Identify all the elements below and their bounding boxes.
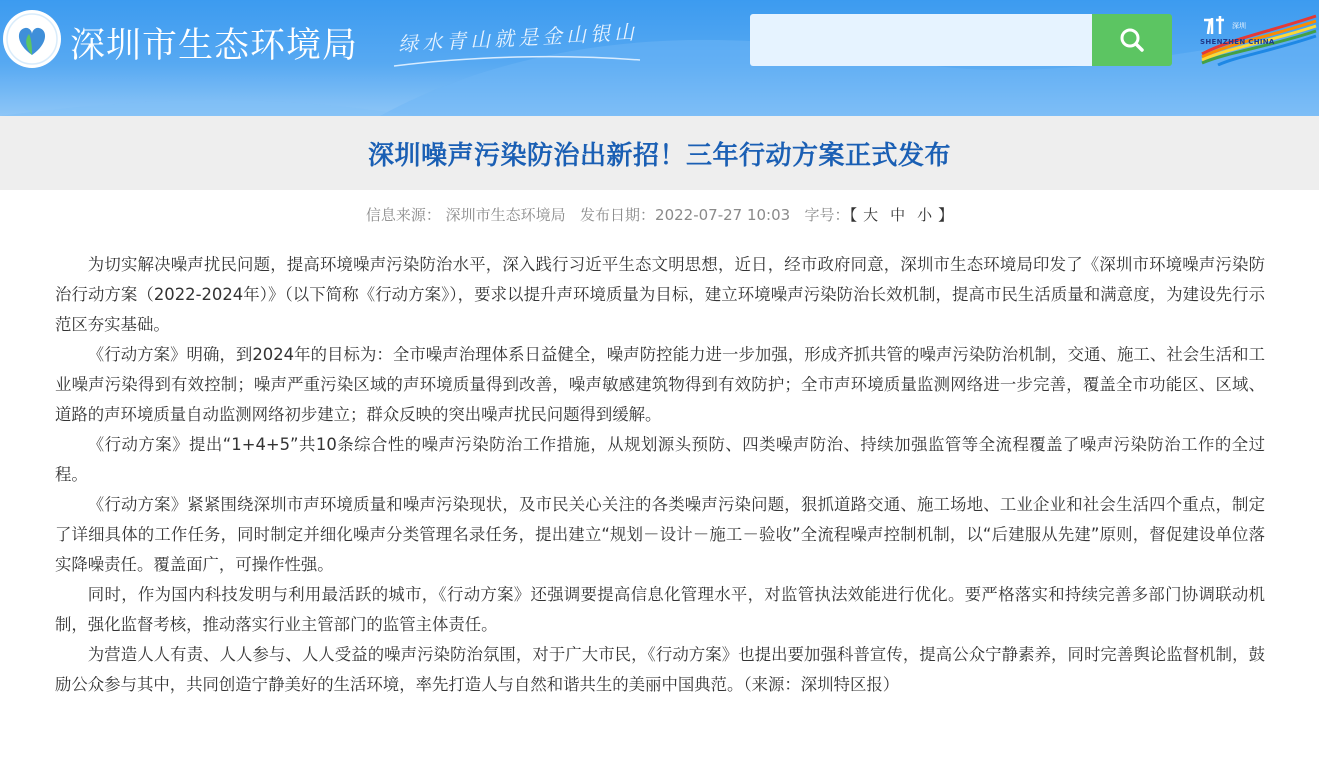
article-paragraph: 《行动方案》紧紧围绕深圳市声环境质量和噪声污染现状，及市民关心关注的各类噪声污染问题，狠抓道路交通、施工场地、工业企业和社会生活四个重点，制定了详细具体的工作任务，同时制定并细化噪声分类管理名录任务，提出建立“规划－设计－施工－验收”全流程噪声控制机制，以“后建服从先建”原则，督促建设单位落实降噪责任。覆盖面广，可操作性强。 (55, 495, 1265, 574)
site-title[interactable]: 深圳市生态环境局 (70, 26, 359, 66)
search-button[interactable] (1092, 14, 1172, 66)
article-title: 深圳噪声污染防治出新招！三年行动方案正式发布 (367, 140, 951, 171)
font-size-small-link[interactable]: 小 (917, 206, 933, 224)
article-body (55, 250, 1265, 700)
article-paragraph: 为切实解决噪声扰民问题，提高环境噪声污染防治水平，深入践行习近平生态文明思想，近日，经市政府同意，深圳市生态环境局印发了《深圳市环境噪声污染防治行动方案（2022-2024年）》（以下简称《行动方案》），要求以提升声环境质量为目标，建立环境噪声污染防治长效机制，提高市民生活质量和满意度，为建设先行示范区夯实基础。 (55, 255, 1265, 334)
font-size-medium-link[interactable]: 中 (890, 206, 906, 224)
font-size-label: 字号： (804, 206, 850, 224)
article-paragraph: 为营造人人有责、人人参与、人人受益的噪声污染防治氛围，对于广大市民，《行动方案》也提出要加强科普宣传，提高公众宁静素养，同时完善舆论监督机制，鼓励公众参与其中，共同创造宁静美好的生活环境，率先打造人与自然和谐共生的美丽中国典范。（来源：深圳特区报） (55, 645, 1265, 694)
article-paragraph: 《行动方案》明确，到2024年的目标为：全市噪声治理体系日益健全，噪声防控能力进一步加强，形成齐抓共管的噪声污染防治机制，交通、施工、社会生活和工业噪声污染得到有效控制；噪声严重污染区域的声环境质量得到改善，噪声敏感建筑物得到有效防护；全市声环境质量监测网络进一步完善，覆盖全市功能区、区域、道路的声环境质量自动监测网络初步建立；群众反映的突出噪声扰民问题得到缓解。 (55, 345, 1265, 424)
source-label: 信息来源： (365, 206, 441, 224)
bracket-close: 】 (938, 206, 954, 224)
slogan-underline (392, 54, 642, 68)
slogan: 绿水青山就是金山银山 (397, 19, 639, 57)
article-meta (0, 204, 1319, 226)
title-band (0, 116, 1319, 190)
search-input[interactable] (750, 14, 1092, 66)
svg-text:深圳: 深圳 (1232, 22, 1246, 30)
city-logo-caption: SHENZHEN CHINA (1200, 38, 1275, 46)
site-header (0, 0, 1319, 116)
font-size-large-link[interactable]: 大 (863, 206, 879, 224)
source-value: 深圳市生态环境局 (445, 206, 566, 224)
date-label: 发布日期： (580, 206, 656, 224)
bracket-open: 【 (849, 206, 858, 224)
search-icon (1119, 27, 1145, 53)
article-paragraph: 同时，作为国内科技发明与利用最活跃的城市，《行动方案》还强调要提高信息化管理水平，对监管执法效能进行优化。要严格落实和持续完善多部门协调联动机制，强化监督考核，推动落实行业主管部门的监管主体责任。 (55, 585, 1265, 634)
article-paragraph: 《行动方案》提出“1+4+5”共10条综合性的噪声污染防治工作措施，从规划源头预防、四类噪声防治、持续加强监管等全流程覆盖了噪声污染防治工作的全过程。 (55, 435, 1265, 484)
date-value: 2022-07-27 10:03 (655, 206, 791, 224)
bureau-logo[interactable] (2, 8, 62, 70)
